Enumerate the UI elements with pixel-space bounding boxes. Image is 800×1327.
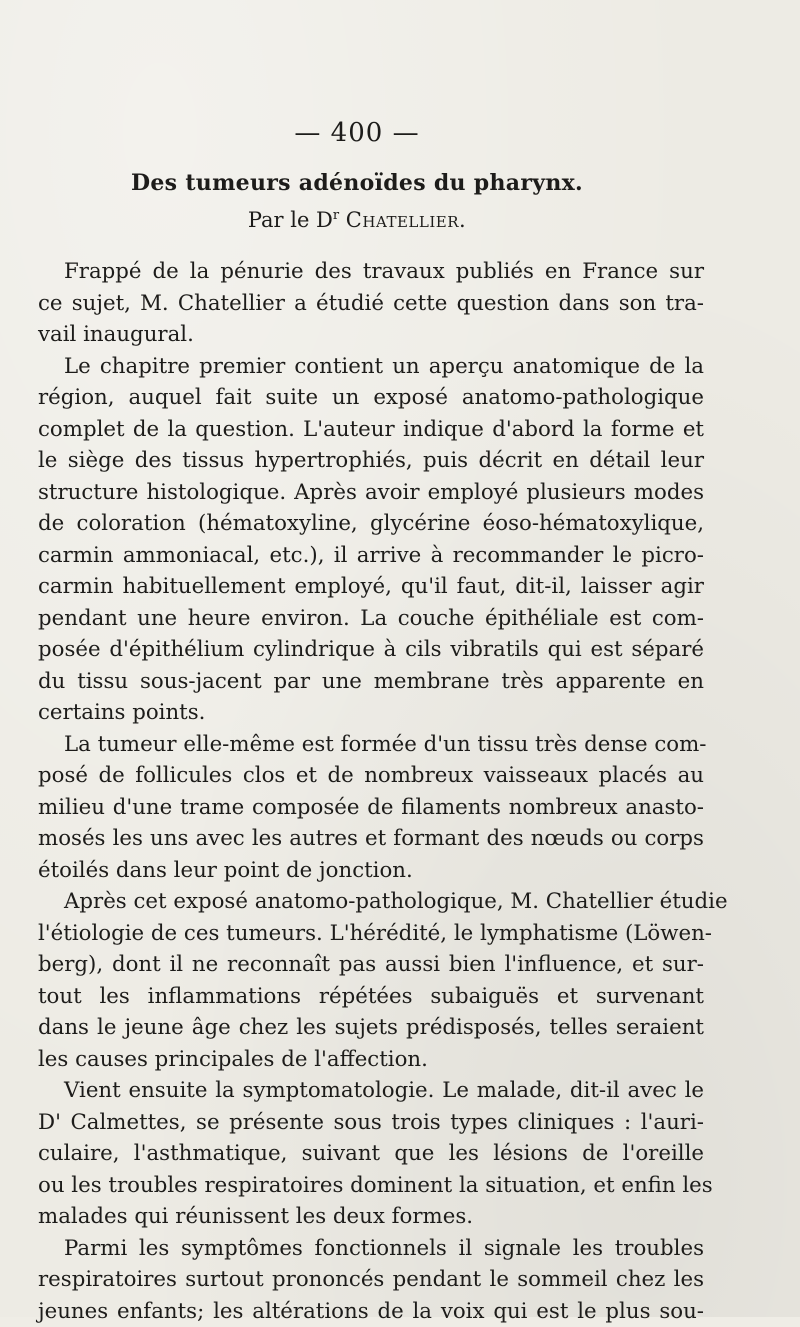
paragraph <box>38 1075 704 1233</box>
text-line: Vient ensuite la symptomatologie. Le malade, dit-il avec le <box>38 1075 704 1107</box>
text-line: mosés les uns avec les autres et formant des nœuds ou corps <box>38 823 704 855</box>
text-line: le siège des tissus hypertrophiés, puis décrit en détail leur <box>38 445 704 477</box>
byline-sup: r <box>333 208 339 223</box>
text-line: malades qui réunissent les deux formes. <box>38 1201 704 1233</box>
text-line: posé de follicules clos et de nombreux vaisseaux placés au <box>38 760 704 792</box>
paragraph <box>38 729 704 887</box>
text-line: D' Calmettes, se présente sous trois types cliniques : l'auri- <box>38 1107 704 1139</box>
text-line: vail inaugural. <box>38 319 704 351</box>
text-line: carmin habituellement employé, qu'il faut, dit-il, laisser agir <box>38 571 704 603</box>
text-line: culaire, l'asthmatique, suivant que les lésions de l'oreille <box>38 1138 704 1170</box>
text-line: dans le jeune âge chez les sujets prédisposés, telles seraient <box>38 1012 704 1044</box>
text-line: Le chapitre premier contient un aperçu anatomique de la <box>38 351 704 383</box>
text-line: Après cet exposé anatomo-pathologique, M. Chatellier étudie <box>38 886 704 918</box>
text-line: ou les troubles respiratoires dominent la situation, et enfin les <box>38 1170 704 1202</box>
text-line: région, auquel fait suite un exposé anatomo-pathologique <box>38 382 704 414</box>
text-line: étoilés dans leur point de jonction. <box>38 855 704 887</box>
text-line: tout les inflammations répétées subaiguës et survenant <box>38 981 704 1013</box>
text-line: respiratoires surtout prononcés pendant le sommeil chez les <box>38 1264 704 1296</box>
byline-prefix: Par le D <box>248 208 333 232</box>
text-line: Frappé de la pénurie des travaux publiés en France sur <box>38 256 704 288</box>
text-line: complet de la question. L'auteur indique d'abord la forme et <box>38 414 704 446</box>
paragraph <box>38 886 704 1075</box>
text-line: certains points. <box>38 697 704 729</box>
text-line: les causes principales de l'affection. <box>38 1044 704 1076</box>
text-line: La tumeur elle-même est formée d'un tissu très dense com- <box>38 729 704 761</box>
text-line: jeunes enfants; les altérations de la voix qui est le plus sou- <box>38 1296 704 1327</box>
paragraph <box>38 256 704 351</box>
text-line: l'étiologie de ces tumeurs. L'hérédité, le lymphatisme (Löwen- <box>38 918 704 950</box>
text-line: milieu d'une trame composée de filaments nombreux anasto- <box>38 792 704 824</box>
byline-author: Chatellier. <box>346 208 466 232</box>
text-line: de coloration (hématoxyline, glycérine éoso-hématoxylique, <box>38 508 704 540</box>
paragraph <box>38 351 704 729</box>
text-line: posée d'épithélium cylindrique à cils vibratils qui est séparé <box>38 634 704 666</box>
paragraph <box>38 1233 704 1327</box>
text-line: structure histologique. Après avoir employé plusieurs modes <box>38 477 704 509</box>
text-line: carmin ammoniacal, etc.), il arrive à recommander le picro- <box>38 540 704 572</box>
article-title: Des tumeurs adénoïdes du pharynx. <box>0 170 714 196</box>
text-line: Parmi les symptômes fonctionnels il signale les troubles <box>38 1233 704 1265</box>
text-line: ce sujet, M. Chatellier a étudié cette question dans son tra- <box>38 288 704 320</box>
text-line: du tissu sous-jacent par une membrane très apparente en <box>38 666 704 698</box>
article-body <box>38 256 704 1327</box>
byline <box>0 208 714 232</box>
text-line: berg), dont il ne reconnaît pas aussi bien l'influence, et sur- <box>38 949 704 981</box>
text-line: pendant une heure environ. La couche épithéliale est com- <box>38 603 704 635</box>
page-number: — 400 — <box>0 118 714 148</box>
